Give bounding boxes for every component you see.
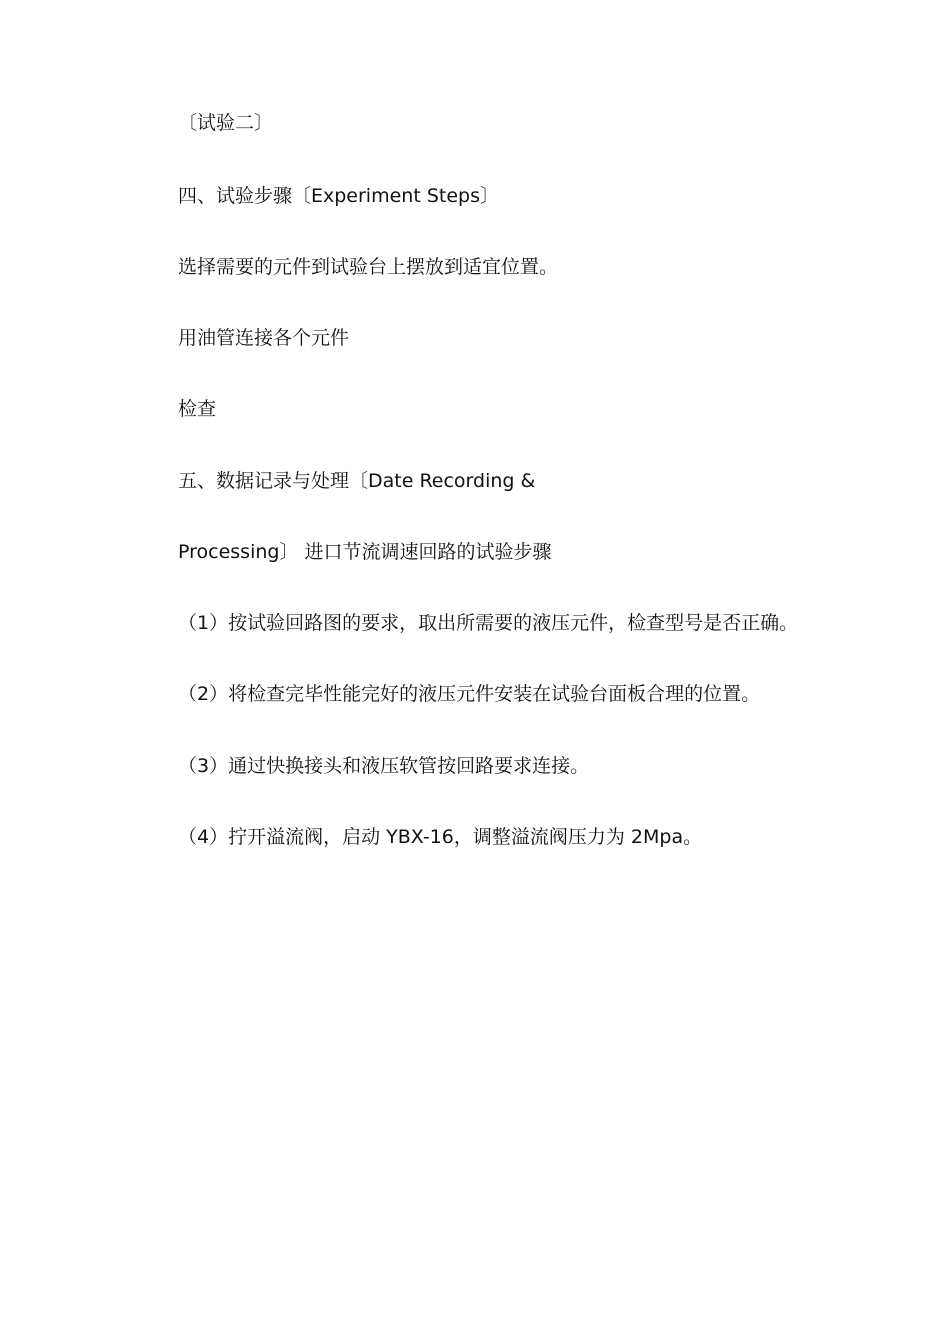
paragraph-check: 检查 [178,398,217,420]
paragraph-select-components: 选择需要的元件到试验台上摆放到适宜位置。 [178,256,559,278]
paragraph-connect-components: 用油管连接各个元件 [178,327,350,349]
experiment-title: 〔试验二〕 [178,112,274,134]
section-heading-processing: Processing〕 进口节流调速回路的试验步骤 [178,541,552,563]
step-1: （1）按试验回路图的要求，取出所需要的液压元件，检查型号是否正确。 [178,612,799,634]
step-4: （4）拧开溢流阀，启动 YBX-16，调整溢流阀压力为 2Mpa。 [178,826,703,848]
step-2: （2）将检查完毕性能完好的液压元件安装在试验台面板合理的位置。 [178,683,761,705]
section-heading-data-recording: 五、数据记录与处理〔Date Recording & [178,470,536,492]
step-3: （3）通过快换接头和液压软管按回路要求连接。 [178,755,590,777]
section-heading-experiment-steps: 四、试验步骤〔Experiment Steps〕 [178,185,499,207]
